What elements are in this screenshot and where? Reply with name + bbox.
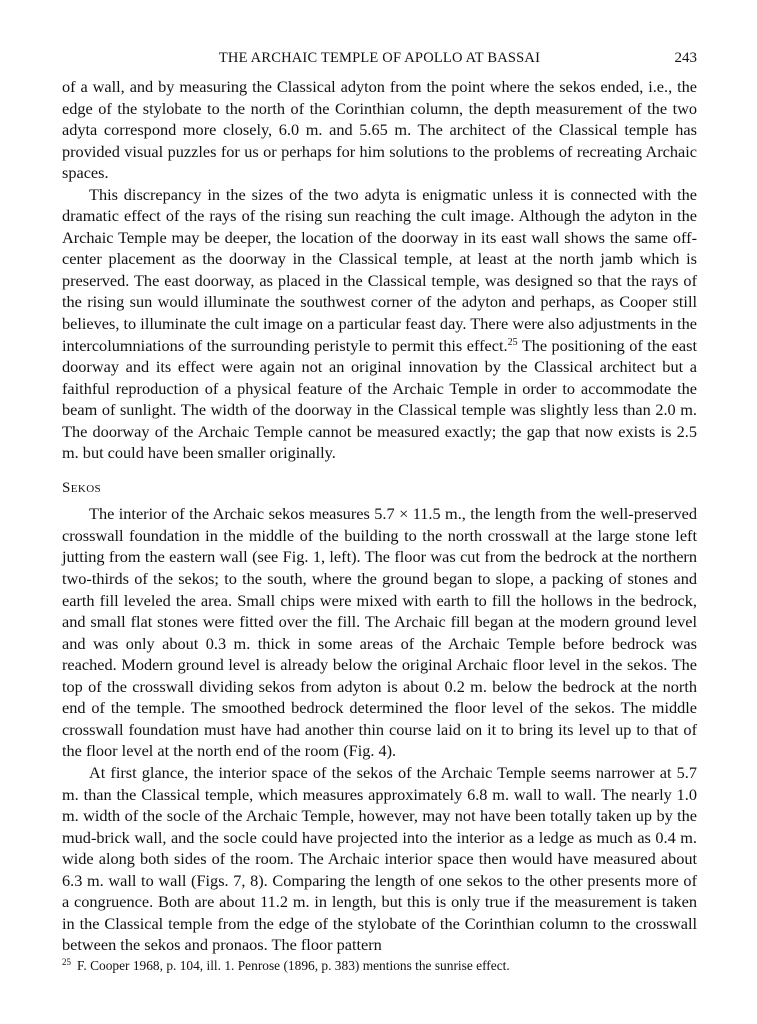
footnote-number: 25 xyxy=(62,956,71,967)
body-text xyxy=(62,76,697,956)
page-number: 243 xyxy=(674,50,697,66)
footnote-reference: 25 xyxy=(507,336,518,348)
paragraph: The interior of the Archaic sekos measures 5.7 × 11.5 m., the length from the well-preserved crosswall foundation in the middle of the building to the north crosswall at the large stone left jutting from the eastern wall (see Fig. 1, left). The floor was cut from the bedrock at the northern two-thirds of the sekos; to the south, where the ground began to slope, a packing of stones and earth fill leveled the area. Small chips were mixed with earth to fill the hollows in the bedrock, and small flat stones were fitted over the fill. The Archaic fill began at the modern ground level and was only about 0.3 m. thick in some areas of the Archaic Temple before bedrock was reached. Modern ground level is already below the original Archaic floor level in the sekos. The top of the crosswall dividing sekos from adyton is about 0.2 m. below the bedrock at the north end of the temple. The smoothed bedrock determined the floor level of the sekos. The middle crosswall foundation must have had another thin course laid on it to bring its level up to that of the floor level at the north end of the room (Fig. 4). xyxy=(62,504,697,761)
paragraph-text: This discrepancy in the sizes of the two adyta is enigmatic unless it is connected with the dramatic effect of the rays of the rising sun reaching the cult image. Although the adyton in the Archaic Temple may be deeper, the location of the doorway in its east wall shows the same off-center placement as the doorway in the Classical temple, at least at the north jamb which is preserved. The east doorway, as placed in the Classical temple, was designed so that the rays of the rising sun would illuminate the southwest corner of the adyton and perhaps, as Cooper still believes, to illuminate the cult image on a particular feast day. There were also adjustments in the intercolumniations of the surrounding peristyle to permit this effect. xyxy=(62,184,697,355)
section-heading: Sekos xyxy=(62,479,102,496)
footnote-text: F. Cooper 1968, p. 104, ill. 1. Penrose (1896, p. 383) mentions the sunrise effect. xyxy=(77,958,510,973)
footnote xyxy=(62,957,697,974)
paragraph: At first glance, the interior space of the sekos of the Archaic Temple seems narrower at 5.7 m. than the Classical temple, which measures approximately 6.8 m. wall to wall. The nearly 1.0 m. width of the socle of the Archaic Temple, however, may not have been totally taken up by the mud-brick wall, and the socle could have projected into the interior as a ledge as much as 0.4 m. wide along both sides of the room. The Archaic interior space then would have measured about 6.3 m. wall to wall (Figs. 7, 8). Comparing the length of one sekos to the other presents more of a congruence. Both are about 11.2 m. in length, but this is only true if the measurement is taken in the Classical temple from the edge of the stylobate of the Corinthian column to the crosswall between the sekos and pronaos. The floor pattern xyxy=(62,762,697,955)
running-title: THE ARCHAIC TEMPLE OF APOLLO AT BASSAI xyxy=(218,50,541,66)
running-head xyxy=(62,50,697,72)
paragraph-text: The positioning of the east doorway and its effect were again not an original innovation by the Classical architect but a faithful reproduction of a physical feature of the Archaic Temple in order to accommodate the beam of sunlight. The width of the doorway in the Classical temple was slightly less than 2.0 m. The doorway of the Archaic Temple cannot be measured exactly; the gap that now exists is 2.5 m. but could have been smaller originally. xyxy=(62,335,697,463)
paragraph xyxy=(62,184,697,464)
paragraph: of a wall, and by measuring the Classical adyton from the point where the sekos ended, i.e., the edge of the stylobate to the north of the Corinthian column, the depth measurement of the two adyta correspond more closely, 6.0 m. and 5.65 m. The architect of the Classical temple has provided visual puzzles for us or perhaps for him solutions to the problems of recreating Archaic spaces. xyxy=(62,77,697,183)
